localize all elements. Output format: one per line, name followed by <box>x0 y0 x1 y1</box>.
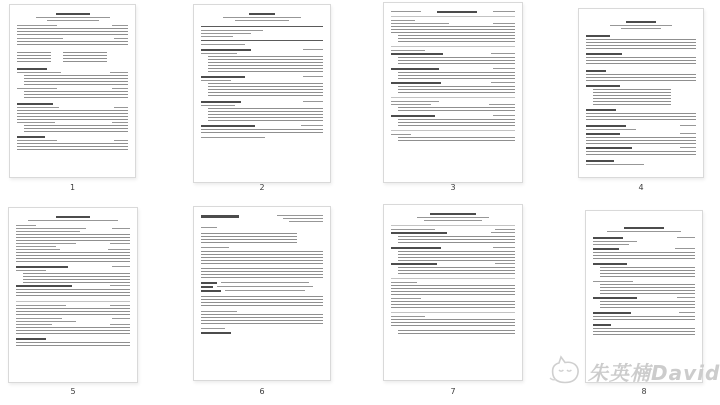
text-line <box>17 140 57 141</box>
date-line <box>110 243 130 244</box>
name-heading-bar <box>249 13 275 15</box>
section-heading-row <box>391 104 515 105</box>
watermark-text: 朱英楠David <box>588 361 720 385</box>
text-block <box>586 151 696 157</box>
job-title-bar <box>201 101 241 103</box>
bullet-text-block <box>593 89 671 105</box>
section-heading-row <box>391 68 515 70</box>
rule <box>391 225 515 226</box>
job-title-bar <box>201 49 251 51</box>
bullet-text-block <box>208 56 323 72</box>
text-line <box>17 122 55 123</box>
text-block <box>17 52 51 63</box>
page-number-8: 8 <box>641 387 647 396</box>
rule <box>391 97 515 98</box>
section-heading-row <box>16 324 130 325</box>
page-number-1: 1 <box>69 183 76 192</box>
section-label-line <box>16 225 36 226</box>
text-block <box>593 252 695 260</box>
section-label-line <box>391 298 421 299</box>
job-title-bar <box>586 147 632 149</box>
resume-page-thumbnail-2 <box>193 4 331 183</box>
text-line <box>223 17 301 18</box>
section-heading-row <box>16 305 130 306</box>
paragraph-block <box>201 251 323 265</box>
date-line <box>112 266 130 267</box>
labeled-line <box>201 286 323 288</box>
text-block <box>16 308 130 316</box>
section-heading-bar <box>593 263 627 265</box>
text-line <box>16 246 56 247</box>
text-line <box>277 215 323 216</box>
labeled-line <box>201 290 323 292</box>
job-title-bar <box>16 285 72 287</box>
text-line <box>17 25 57 26</box>
page-number-3: 3 <box>450 183 456 192</box>
date-line <box>675 248 695 249</box>
date-line <box>110 72 128 73</box>
section-heading-bar <box>586 53 622 55</box>
job-title-bar <box>586 125 626 127</box>
date-line <box>493 68 515 69</box>
text-block <box>586 57 696 66</box>
section-label-line <box>391 316 425 317</box>
job-title-bar <box>593 312 631 314</box>
text-block <box>586 113 696 121</box>
section-label-line <box>391 50 425 51</box>
name-heading-bar <box>624 227 664 229</box>
text-line <box>201 44 245 45</box>
section-heading-row <box>391 229 515 230</box>
section-heading-row <box>391 23 515 24</box>
section-label-line <box>391 134 411 135</box>
text-block <box>586 74 696 81</box>
page-number-7: 7 <box>450 387 456 396</box>
text-block <box>593 316 695 322</box>
page-number-4: 4 <box>638 183 644 192</box>
section-heading-row <box>16 228 130 229</box>
section-heading-row <box>16 318 130 319</box>
contact-block <box>277 215 323 222</box>
text-block <box>391 319 515 328</box>
job-title-bar <box>201 125 255 127</box>
bullet-text-block <box>208 83 323 97</box>
text-block <box>391 26 515 33</box>
section-heading-bar <box>17 68 47 70</box>
date-line <box>680 147 696 148</box>
date-line <box>491 82 515 83</box>
paragraph-block <box>201 314 323 324</box>
bullet-text-block <box>398 251 515 261</box>
section-label-line <box>391 20 415 21</box>
section-heading-row <box>17 72 128 73</box>
bullet-text-block <box>600 301 695 309</box>
text-block <box>201 233 297 243</box>
text-line <box>201 30 263 31</box>
section-heading-row <box>391 82 515 84</box>
text-line <box>391 11 421 12</box>
text-line <box>217 286 313 287</box>
job-title-bar <box>391 68 439 70</box>
text-line <box>16 321 76 322</box>
date-line <box>114 107 128 108</box>
section-heading-row <box>16 266 130 268</box>
text-line <box>201 80 231 81</box>
text-line <box>391 104 431 105</box>
job-title-bar <box>391 115 435 117</box>
rule <box>391 278 515 279</box>
date-line <box>495 263 515 264</box>
text-block <box>17 143 128 151</box>
header-row <box>391 11 515 13</box>
section-label-line <box>391 282 417 283</box>
text-line <box>289 221 323 222</box>
rule <box>391 46 515 47</box>
bullet-text-block <box>398 119 515 127</box>
job-title-bar <box>586 133 620 135</box>
text-line <box>221 282 309 283</box>
date-line <box>112 228 130 229</box>
date-line <box>493 247 515 248</box>
rule <box>201 26 323 27</box>
paragraph-block <box>201 268 323 278</box>
section-heading-row <box>17 38 128 39</box>
bullet-text-block <box>398 267 515 275</box>
rule <box>16 301 130 302</box>
resume-page-thumbnail-4 <box>578 8 704 178</box>
text-line <box>201 33 251 34</box>
section-heading-bar <box>17 103 53 105</box>
text-line <box>17 38 63 39</box>
closing-line <box>201 328 225 329</box>
text-line <box>16 318 62 319</box>
bullet-text-block <box>398 57 515 66</box>
bullet-text-block <box>24 91 128 100</box>
label-bar <box>201 286 213 288</box>
text-line <box>16 243 76 244</box>
text-line <box>391 23 449 24</box>
date-line <box>491 53 515 54</box>
name-heading-bar <box>56 13 90 15</box>
job-title-bar <box>16 266 68 268</box>
section-heading-row <box>391 263 515 265</box>
section-heading-row <box>17 107 128 108</box>
bullet-text-block <box>398 137 515 143</box>
resume-page-thumbnail-5 <box>8 207 138 383</box>
date-line <box>110 305 130 306</box>
text-line <box>201 36 233 37</box>
text-line <box>283 218 323 219</box>
text-line <box>424 220 482 221</box>
text-block <box>16 252 130 264</box>
text-line <box>16 228 86 229</box>
bullet-text-block <box>398 107 515 113</box>
text-line <box>17 88 57 89</box>
text-line <box>16 249 60 250</box>
signature-bar <box>201 332 231 334</box>
section-heading-row <box>586 147 696 149</box>
text-line <box>593 281 633 282</box>
text-block <box>586 39 696 49</box>
section-heading-row <box>391 247 515 249</box>
job-title-bar <box>593 248 619 250</box>
text-line <box>17 72 61 73</box>
section-heading-bar <box>586 160 614 162</box>
section-heading-row <box>17 25 128 26</box>
text-line <box>235 20 289 21</box>
text-line <box>28 220 118 221</box>
section-heading-row <box>17 88 128 89</box>
resume-page-thumbnail-3 <box>383 2 523 183</box>
date-line <box>679 312 695 313</box>
text-line <box>201 311 237 312</box>
text-line <box>201 105 235 106</box>
text-line <box>201 137 265 138</box>
date-line <box>201 227 217 228</box>
text-block <box>17 41 128 47</box>
title-heading-bar <box>437 11 477 13</box>
section-heading-row <box>586 125 696 127</box>
job-title-bar <box>391 232 447 234</box>
name-heading-bar <box>201 215 239 218</box>
bullet-text-block <box>24 75 128 86</box>
rule <box>391 16 515 17</box>
paragraph-block <box>201 296 323 308</box>
section-heading-bar <box>586 85 620 87</box>
date-line <box>303 76 323 77</box>
bullet-text-block <box>600 284 695 294</box>
resume-page-thumbnail-1 <box>9 4 136 178</box>
section-heading-row <box>16 243 130 244</box>
job-title-bar <box>391 263 437 265</box>
rule <box>201 40 323 41</box>
date-line <box>303 49 323 50</box>
section-heading-row <box>391 232 515 234</box>
bullet-text-block <box>398 86 515 94</box>
date-line <box>489 104 515 105</box>
section-heading-row <box>391 115 515 117</box>
text-block <box>17 28 128 36</box>
bullet-text-block <box>208 108 323 121</box>
date-line <box>495 229 515 230</box>
date-line <box>108 249 130 250</box>
job-title-bar <box>391 82 441 84</box>
date-line <box>114 38 128 39</box>
bullet-text-block <box>600 267 695 279</box>
text-line <box>201 53 237 54</box>
text-line <box>17 107 59 108</box>
text-line <box>225 290 305 291</box>
text-line <box>16 324 52 325</box>
section-heading-row <box>16 249 130 250</box>
date-line <box>112 25 128 26</box>
resume-page-thumbnail-7 <box>383 204 523 381</box>
text-block <box>391 285 515 295</box>
section-heading-row <box>586 133 696 135</box>
text-block <box>391 301 515 309</box>
date-line <box>677 297 695 298</box>
header-row <box>201 215 323 222</box>
job-title-bar <box>201 76 245 78</box>
section-heading-row <box>593 248 695 250</box>
section-heading-row <box>391 53 515 55</box>
text-block <box>586 137 696 144</box>
job-title-bar <box>593 297 637 299</box>
name-heading-bar <box>626 21 656 23</box>
job-title-bar <box>391 53 443 55</box>
job-title-bar <box>391 247 441 249</box>
date-line <box>110 285 130 286</box>
date-line <box>301 125 323 126</box>
section-heading-row <box>201 101 323 103</box>
text-line <box>417 217 489 218</box>
text-line <box>493 11 515 12</box>
date-line <box>112 122 128 123</box>
text-line <box>621 28 661 29</box>
rule <box>391 130 515 131</box>
section-heading-row <box>201 76 323 78</box>
date-line <box>491 232 515 233</box>
text-line <box>593 244 629 245</box>
section-heading-row <box>17 122 128 123</box>
page-number-5: 5 <box>70 387 76 396</box>
two-column-block <box>17 50 128 65</box>
section-heading-row <box>593 297 695 299</box>
bullet-text-block <box>398 72 515 80</box>
section-heading-row <box>17 140 128 141</box>
section-heading-bar <box>16 338 46 340</box>
text-block <box>16 342 130 348</box>
text-block <box>17 110 128 120</box>
label-bar <box>201 290 221 292</box>
text-line <box>593 241 637 242</box>
date-line <box>110 324 130 325</box>
bullet-text-block <box>398 236 515 245</box>
text-line <box>586 129 636 130</box>
date-line <box>112 88 128 89</box>
section-heading-row <box>201 49 323 51</box>
text-line <box>16 270 46 271</box>
cat-doodle-icon <box>548 354 586 392</box>
date-line <box>114 140 128 141</box>
resume-page-thumbnail-6 <box>193 206 331 381</box>
text-line <box>610 25 672 26</box>
text-block <box>63 52 107 63</box>
section-heading-bar <box>586 35 610 37</box>
date-line <box>112 318 130 319</box>
date-line <box>493 115 515 116</box>
bullet-text-block <box>23 273 130 283</box>
text-block <box>201 129 323 135</box>
text-line <box>391 229 435 230</box>
page-number-2: 2 <box>259 183 265 192</box>
salutation-line <box>201 247 229 248</box>
text-line <box>607 231 681 232</box>
date-line <box>677 237 695 238</box>
text-block <box>16 234 130 241</box>
section-heading-bar <box>17 136 45 138</box>
bullet-text-block <box>398 35 515 43</box>
page-number-6: 6 <box>259 387 265 396</box>
job-title-bar <box>593 237 623 239</box>
text-line <box>47 20 99 21</box>
labeled-line <box>201 282 323 284</box>
date-line <box>680 133 696 134</box>
bullet-text-block <box>24 125 128 133</box>
section-heading-row <box>201 125 323 127</box>
label-bar <box>201 282 217 284</box>
section-heading-bar <box>586 109 616 111</box>
section-label-line <box>391 101 439 102</box>
watermark <box>548 354 720 392</box>
text-line <box>16 305 66 306</box>
name-heading-bar <box>430 213 476 215</box>
date-line <box>493 23 515 24</box>
name-heading-bar <box>56 216 90 218</box>
section-heading-row <box>593 312 695 314</box>
text-block <box>16 289 130 298</box>
bullet-text-block <box>398 330 515 336</box>
text-block <box>593 328 695 336</box>
text-line <box>586 164 644 165</box>
section-heading-bar <box>593 324 611 326</box>
section-heading-row <box>16 285 130 287</box>
date-line <box>680 125 696 126</box>
section-heading-row <box>593 237 695 239</box>
section-heading-bar <box>586 70 606 72</box>
rule <box>391 312 515 313</box>
text-line <box>36 17 110 18</box>
date-line <box>303 101 323 102</box>
text-line <box>16 231 80 232</box>
text-block <box>16 327 130 336</box>
